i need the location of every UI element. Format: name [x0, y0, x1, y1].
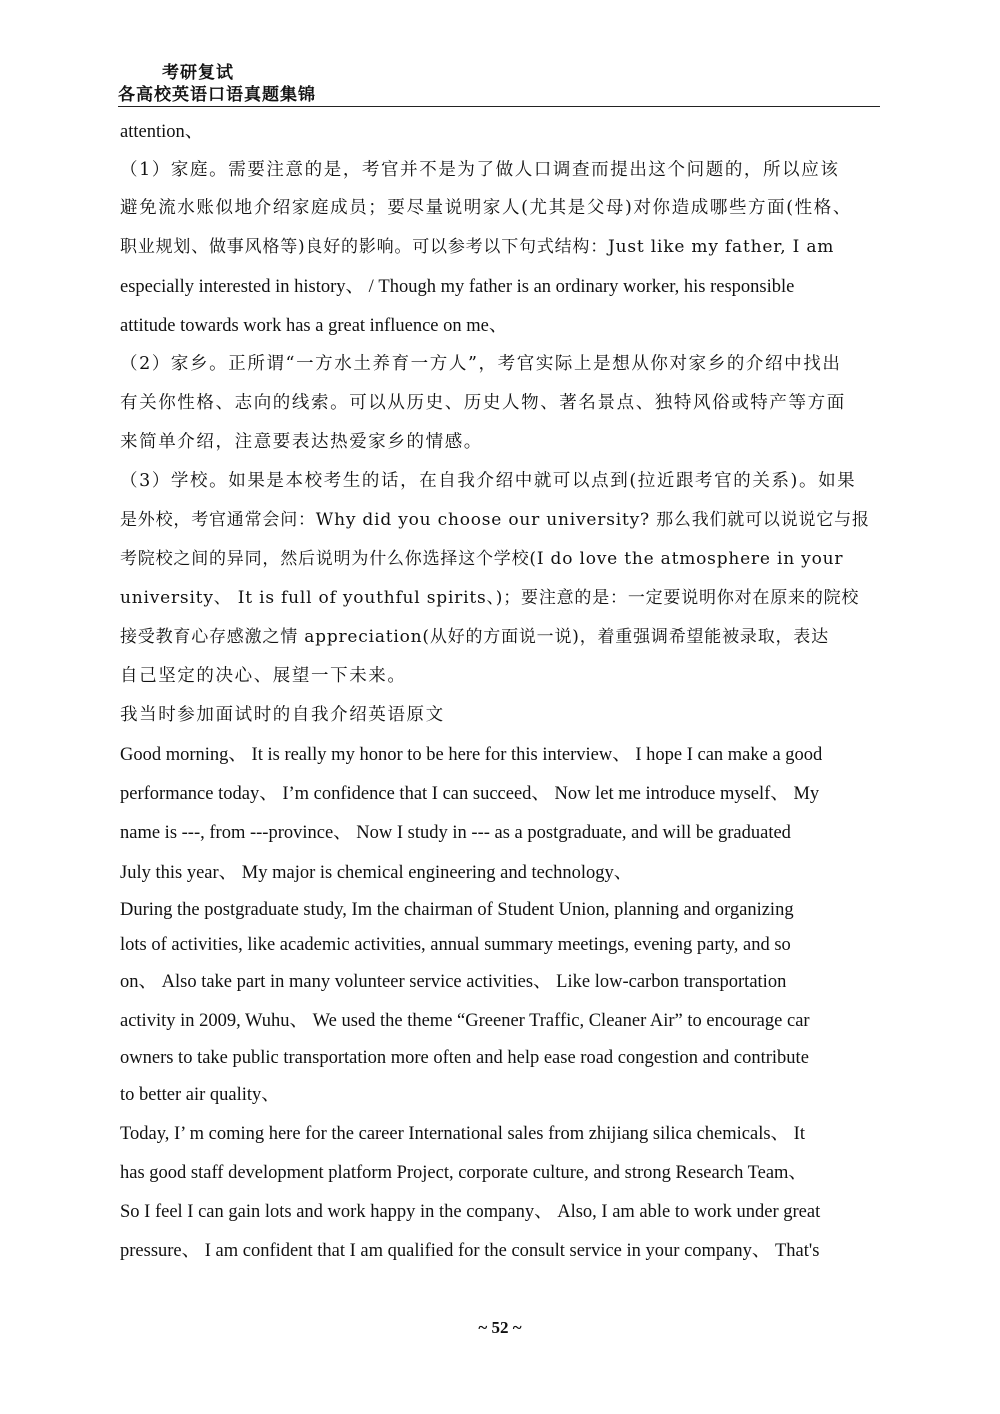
text-line: to better air quality、: [120, 1085, 280, 1105]
text-line: activity in 2009, Wuhu、 We used the theme “Greener Traffic, Cleaner Air” to encourage car: [120, 1011, 810, 1031]
text-line: name is ---, from ---province、 Now I study in --- as a postgraduate, and will be graduated: [120, 823, 791, 843]
text-line: has good staff development platform Project, corporate culture, and strong Research Team、: [120, 1163, 807, 1183]
text-line: July this year、 My major is chemical engineering and technology、: [120, 863, 633, 883]
text-line: 有关你性格、志向的线索。可以从历史、历史人物、著名景点、独特风俗或特产等方面: [120, 393, 846, 413]
text-line: So I feel I can gain lots and work happy in the company、 Also, I am able to work under great: [120, 1202, 821, 1222]
text-line: 是外校，考官通常会问：Why did you choose our university? 那么我们就可以说说它与报: [120, 510, 870, 530]
text-line: university、 It is full of youthful spirits、)；要注意的是：一定要说明你对在原来的院校: [120, 588, 860, 608]
text-line: 职业规划、做事风格等)良好的影响。可以参考以下句式结构：Just like my father, I am: [120, 237, 835, 257]
text-line: During the postgraduate study, Im the chairman of Student Union, planning and organizing: [120, 900, 794, 920]
text-line: Good morning、 It is really my honor to be here for this interview、 I hope I can make a good: [120, 745, 823, 765]
section-heading: 我当时参加面试时的自我介绍英语原文: [120, 705, 445, 725]
text-line: attention、: [120, 122, 204, 142]
text-line: 接受教育心存感激之情 appreciation(从好的方面说一说)，着重强调希望能被录取，表达: [120, 627, 829, 647]
text-line: lots of activities, like academic activities, annual summary meetings, evening party, and so: [120, 935, 791, 955]
header-title-line2: 各高校英语口语真题集锦: [118, 85, 316, 105]
text-line: pressure、 I am confident that I am qualified for the consult service in your company、 That's: [120, 1241, 820, 1261]
text-line: 来简单介绍，注意要表达热爱家乡的情感。: [120, 432, 483, 452]
header-title-line1: 考研复试: [162, 63, 234, 83]
text-line: owners to take public transportation more often and help ease road congestion and contribute: [120, 1048, 809, 1068]
text-line: （3）学校。如果是本校考生的话，在自我介绍中就可以点到(拉近跟考官的关系)。如果: [120, 471, 857, 491]
header-divider: [118, 106, 880, 107]
text-line: （2）家乡。正所谓“一方水土养育一方人”，考官实际上是想从你对家乡的介绍中找出: [120, 354, 842, 374]
text-line: （1）家庭。需要注意的是，考官并不是为了做人口调查而提出这个问题的，所以应该: [120, 160, 840, 180]
text-line: Today, I’ m coming here for the career International sales from zhijiang silica chemicals、 It: [120, 1124, 805, 1144]
text-line: 自己坚定的决心、展望一下未来。: [120, 666, 407, 686]
text-line: on、 Also take part in many volunteer service activities、 Like low-carbon transportation: [120, 972, 787, 992]
text-line: attitude towards work has a great influence on me、: [120, 316, 508, 336]
text-line: especially interested in history、 / Though my father is an ordinary worker, his responsible: [120, 277, 795, 297]
text-line: 避免流水账似地介绍家庭成员；要尽量说明家人(尤其是父母)对你造成哪些方面(性格、: [120, 198, 852, 218]
text-line: performance today、 I’m confidence that I can succeed、 Now let me introduce myself、 My: [120, 784, 820, 804]
text-line: 考院校之间的异同，然后说明为什么你选择这个学校(I do love the atmosphere in your: [120, 549, 844, 569]
page-number: ~ 52 ~: [478, 1318, 522, 1337]
